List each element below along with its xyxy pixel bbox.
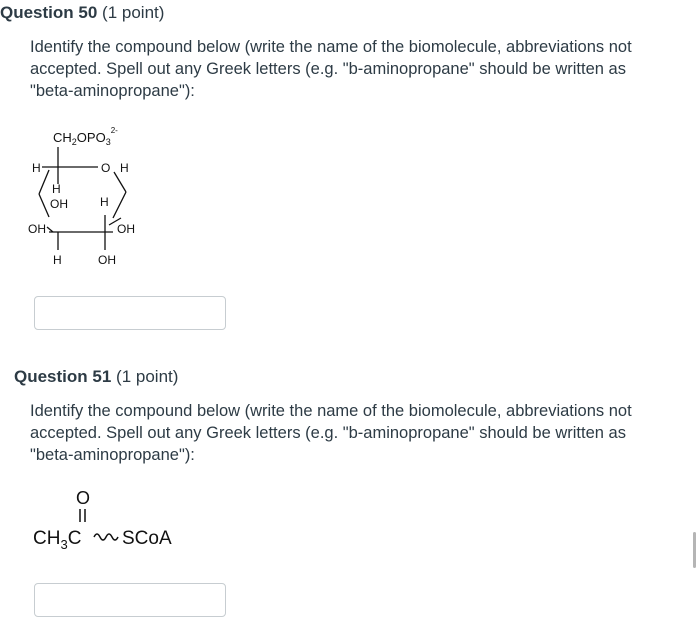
scrollbar-thumb[interactable]	[693, 532, 696, 568]
question-50-title: Question 50	[0, 3, 98, 22]
struct-sub3: 3	[60, 537, 68, 552]
struct-oh-bottom: OH	[98, 253, 116, 267]
struct-o-ring: O	[101, 161, 111, 175]
struct-sub2: 2	[71, 137, 77, 147]
question-50-prompt-line1: Identify the compound below (write the name of the biomolecule, abbreviations not	[30, 38, 632, 56]
wavy-bond-icon	[94, 534, 118, 540]
question-51-prompt-line2: accepted. Spell out any Greek letters (e.g. "b-aminopropane" should be written as	[30, 424, 626, 442]
struct-h-top-right: H	[120, 161, 129, 175]
struct-o-carbonyl: O	[76, 488, 91, 508]
struct-opo: OPO	[76, 130, 106, 145]
question-51-title: Question 51	[14, 367, 112, 386]
struct-oh-left: OH	[28, 222, 46, 236]
question-51-answer-input[interactable]	[34, 583, 226, 617]
struct-c: C	[67, 528, 82, 549]
svg-text:CH2OPO32-	[53, 126, 118, 147]
question-50-header	[0, 3, 164, 23]
question-50-points: (1 point)	[102, 3, 165, 22]
question-51-prompt	[30, 400, 632, 466]
question-51-prompt-line3: "beta-aminopropane"):	[30, 446, 195, 464]
struct-sub3: 3	[105, 137, 111, 147]
struct-oh-inner-left: OH	[50, 197, 68, 211]
question-50-prompt-line2: accepted. Spell out any Greek letters (e.g. "b-aminopropane" should be written as	[30, 60, 626, 78]
question-51-header	[14, 367, 178, 387]
struct-oh-right: OH	[117, 222, 135, 236]
struct-ch: CH	[53, 130, 72, 145]
struct-h-inner-right: H	[100, 195, 109, 209]
struct-h-top-left: H	[32, 161, 41, 175]
fructose-6-phosphate-structure	[25, 120, 155, 270]
question-51-points: (1 point)	[116, 367, 179, 386]
struct-h-bottom-left: H	[53, 253, 62, 267]
struct-h-inner-left: H	[52, 182, 61, 196]
struct-charge: 2-	[110, 126, 118, 135]
struct-ch: CH	[33, 528, 61, 549]
acetyl-coa-structure	[30, 482, 200, 557]
question-50-prompt-line3: "beta-aminopropane"):	[30, 82, 195, 100]
question-50-answer-input[interactable]	[34, 296, 226, 330]
svg-text:CH3C	[33, 528, 81, 552]
question-50-prompt	[30, 36, 632, 102]
question-51-prompt-line1: Identify the compound below (write the name of the biomolecule, abbreviations not	[30, 402, 632, 420]
struct-scoa: SCoA	[122, 528, 172, 549]
